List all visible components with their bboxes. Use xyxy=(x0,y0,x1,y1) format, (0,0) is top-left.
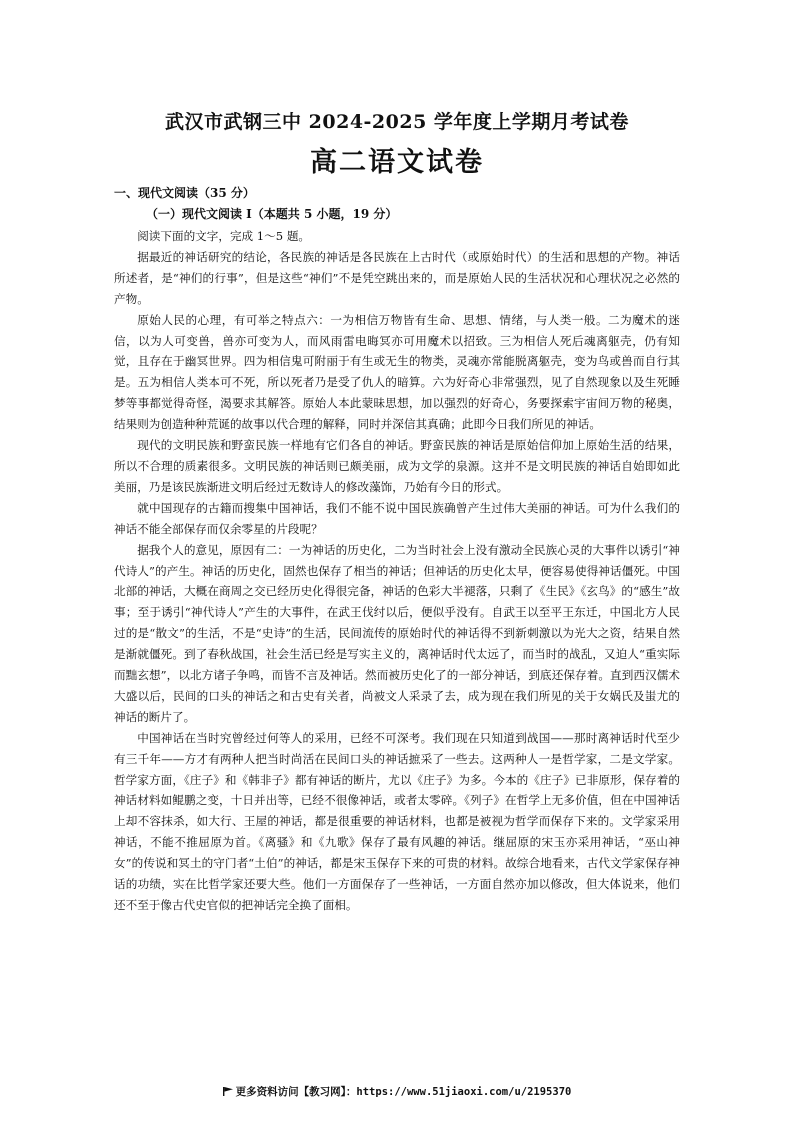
footer-link[interactable] xyxy=(0,1084,794,1099)
passage-paragraph: 原始人民的心理，有可举之特点六：一为相信万物皆有生命、思想、情绪，与人类一般。二为魔术的迷信，以为人可变兽，兽亦可变为人，而风雨雷电晦冥亦可用魔术以招致。三为相信人死后魂离躯壳，仍有知觉，且存在于幽冥世界。四为相信鬼可附丽于有生或无生的物类，灵魂亦常能脱离躯壳，变为鸟或兽而自行其是。五为相信人类本可不死，所以死者乃是受了仇人的暗算。六为好奇心非常强烈，见了自然现象以及生死睡梦等事都觉得奇怪，渴要求其解答。原始人本此蒙昧思想，加以强烈的好奇心，务要探索宇宙间万物的秘奥，结果则为创造种种荒诞的故事以代合理的解释，同时并深信其真确；此即今日我们所见的神话。 xyxy=(114,312,680,432)
reading-passage xyxy=(114,226,680,916)
instruction-paragraph: 阅读下面的文字，完成 1～5 题。 xyxy=(137,229,311,243)
passage-paragraph: 据我个人的意见，原因有二：一为神话的历史化，二为当时社会上没有激动全民族心灵的大事件以诱引“神代诗人”的产生。神话的历史化，固然也保存了相当的神话；但神话的历史化太早，便容易使得神话僵死。中国北部的神话，大概在商周之交已经历史化得很完备，神话的色彩大半褪落，只剩了《生民》《玄鸟》的“感生”故事；至于诱引“神代诗人”产生的大事件，在武王伐纣以后，便似乎没有。自武王以至平王东迁，中国北方人民过的是“散文”的生活，不是“史诗”的生活，民间流传的原始时代的神话得不到新刺激以为光大之资，结果自然是渐就僵死。到了春秋战国，社会生活已经是写实主义的，离神话时代太远了，而当时的战乱，又迫人“重实际而黜玄想”，以北方诸子争鸣，而皆不言及神话。然而被历史化了的一部分神话，到底还保存着。直到西汉儒术大盛以后，民间的口头的神话之和古史有关者，尚被文人采录了去，成为现在我们所见的关于女娲氏及蚩尤的神话的断片了。 xyxy=(114,542,680,724)
exam-title: 高二语文试卷 xyxy=(310,147,484,178)
passage-paragraph: 中国神话在当时究曾经过何等人的采用，已经不可深考。我们现在只知道到战国——那时离神话时代至少有三千年——方才有两种人把当时尚活在民间口头的神话摭采了一些去。这两种人一是哲学家，二是文学家。哲学家方面，《庄子》和《韩非子》都有神话的断片，尤以《庄子》为多。今本的《庄子》已非原形，保存着的神话材料如鲲鹏之变，十日并出等，已经不很像神话，或者太零碎。《列子》在哲学上无多价值，但在中国神话上却不容抹杀，如大行、王屋的神话，都是很重要的神话材料，也都是被视为哲学而保存下来的。文学家采用神话，不能不推屈原为首。《离骚》和《九歌》保存了最有风趣的神话。继屈原的宋玉亦采用神话，“巫山神女”的传说和冥土的守门者“土伯”的神话，都是宋玉保存下来的可贵的材料。故综合地看来，古代文学家保存神话的功绩，实在比哲学家还要大些。他们一方面保存了一些神话，一方面自然亦加以修改，但大体说来，他们还不至于像古代史官似的把神话完全换了面相。 xyxy=(114,730,680,912)
passage-paragraph: 据最近的神话研究的结论，各民族的神话是各民族在上古时代（或原始时代）的生活和思想的产物。神话所述者，是“神们的行事”，但是这些“神们”不是凭空跳出来的，而是原始人民的生活状况和心理状况之必然的产物。 xyxy=(114,249,680,306)
school-title: 武汉市武钢三中 2024-2025 学年度上学期月考试卷 xyxy=(165,111,629,133)
subsection-heading: （一）现代文阅读 I（本题共 5 小题，19 分） xyxy=(146,207,398,221)
section-heading: 一、现代文阅读（35 分） xyxy=(114,186,255,200)
flag-icon xyxy=(223,1087,233,1096)
footer-text[interactable]: 更多资料访问【教习网】：https://www.51jiaoxi.com/u/2195370 xyxy=(235,1086,572,1098)
passage-paragraph: 现代的文明民族和野蛮民族一样地有它们各自的神话。野蛮民族的神话是原始信仰加上原始生活的结果，所以不合理的质素很多。文明民族的神话则已颇美丽，成为文学的泉源。这并不是文明民族的神话自始即如此美丽，乃是该民族渐进文明后经过无数诗人的修改藻饰，乃始有今日的形式。 xyxy=(114,438,680,494)
passage-paragraph: 就中国现存的古籍而搜集中国神话，我们不能不说中国民族确曾产生过伟大美丽的神话。可为什么我们的神话不能全部保存而仅余零星的片段呢？ xyxy=(114,500,680,536)
